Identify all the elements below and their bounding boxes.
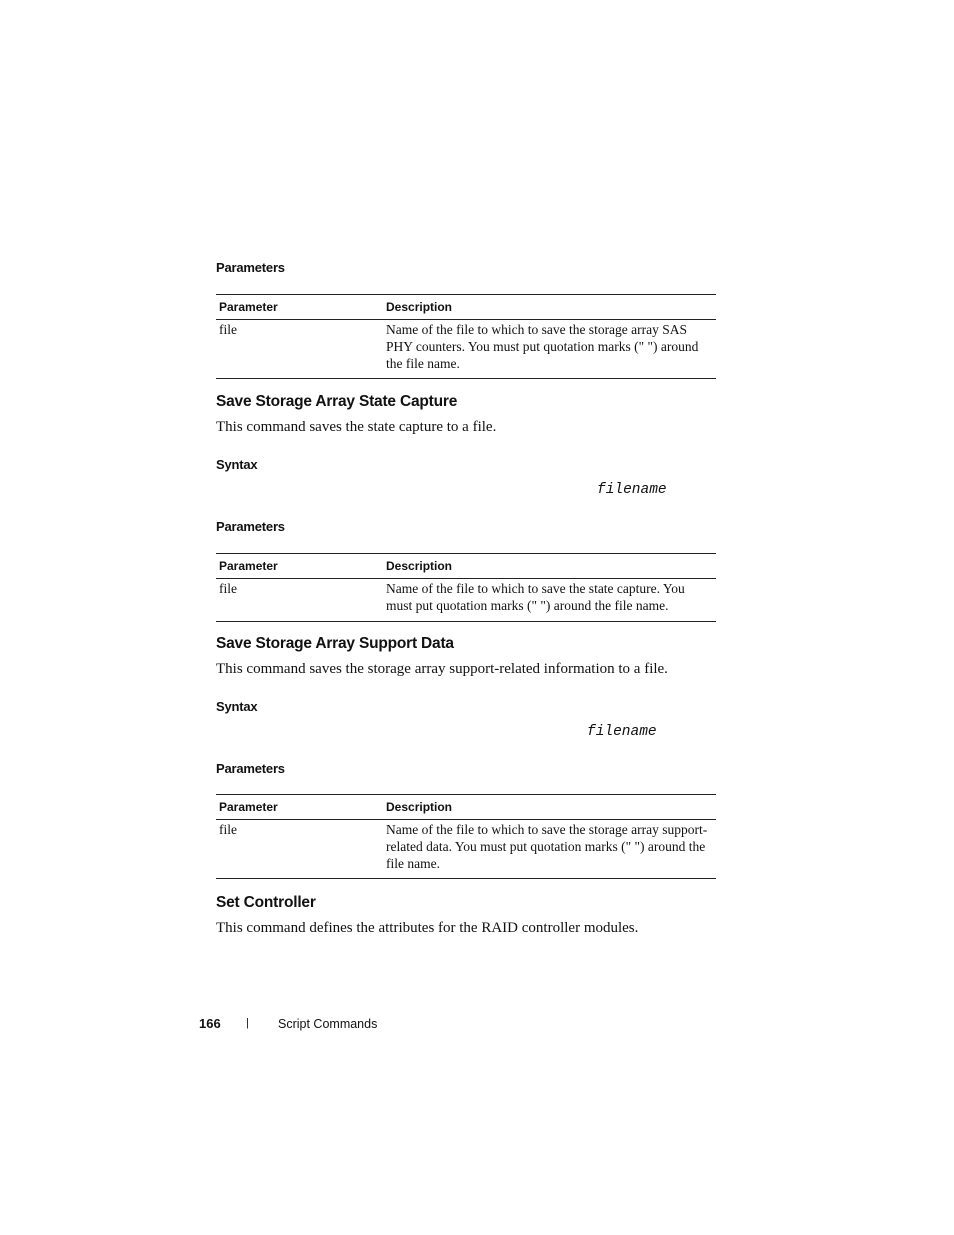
column-header-description: Description (386, 559, 453, 573)
table-row (216, 579, 716, 621)
section-description: This command defines the attributes for the RAID controller modules. (216, 920, 639, 936)
column-header-parameter: Parameter (219, 300, 278, 314)
parameters-table (216, 553, 716, 622)
parameter-description: Name of the file to which to save the storage array SAS PHY counters. You must put quotation marks (" ") around the file name. (386, 322, 699, 371)
syntax-argument: filename (597, 482, 667, 498)
parameters-table (216, 794, 716, 879)
parameters-heading: Parameters (216, 519, 285, 534)
column-header-parameter: Parameter (219, 559, 278, 573)
syntax-argument: filename (587, 724, 657, 740)
parameter-description: Name of the file to which to save the storage array support-related data. You must put quotation marks (" ") around the file name. (386, 822, 708, 871)
parameter-name: file (219, 322, 237, 337)
table-header (216, 295, 716, 320)
parameters-table (216, 294, 716, 379)
table-header (216, 554, 716, 579)
footer-chapter-title: Script Commands (278, 1017, 378, 1031)
syntax-heading: Syntax (216, 457, 258, 472)
section-description: This command saves the storage array support-related information to a file. (216, 661, 668, 677)
parameters-heading: Parameters (216, 761, 285, 776)
column-header-parameter: Parameter (219, 800, 278, 814)
column-header-description: Description (386, 300, 453, 314)
parameters-heading: Parameters (216, 260, 285, 275)
table-header (216, 795, 716, 820)
parameter-description: Name of the file to which to save the state capture. You must put quotation marks (" ") around the file name. (386, 581, 685, 613)
parameter-name: file (219, 581, 237, 596)
syntax-heading: Syntax (216, 699, 258, 714)
section-title: Save Storage Array Support Data (216, 635, 454, 652)
footer-separator: | (246, 1017, 249, 1029)
section-description: This command saves the state capture to a file. (216, 419, 497, 435)
page-number: 166 (199, 1016, 221, 1031)
parameter-name: file (219, 822, 237, 837)
section-title: Save Storage Array State Capture (216, 393, 458, 410)
table-row (216, 320, 716, 378)
column-header-description: Description (386, 800, 453, 814)
section-title: Set Controller (216, 894, 316, 911)
table-row (216, 820, 716, 878)
